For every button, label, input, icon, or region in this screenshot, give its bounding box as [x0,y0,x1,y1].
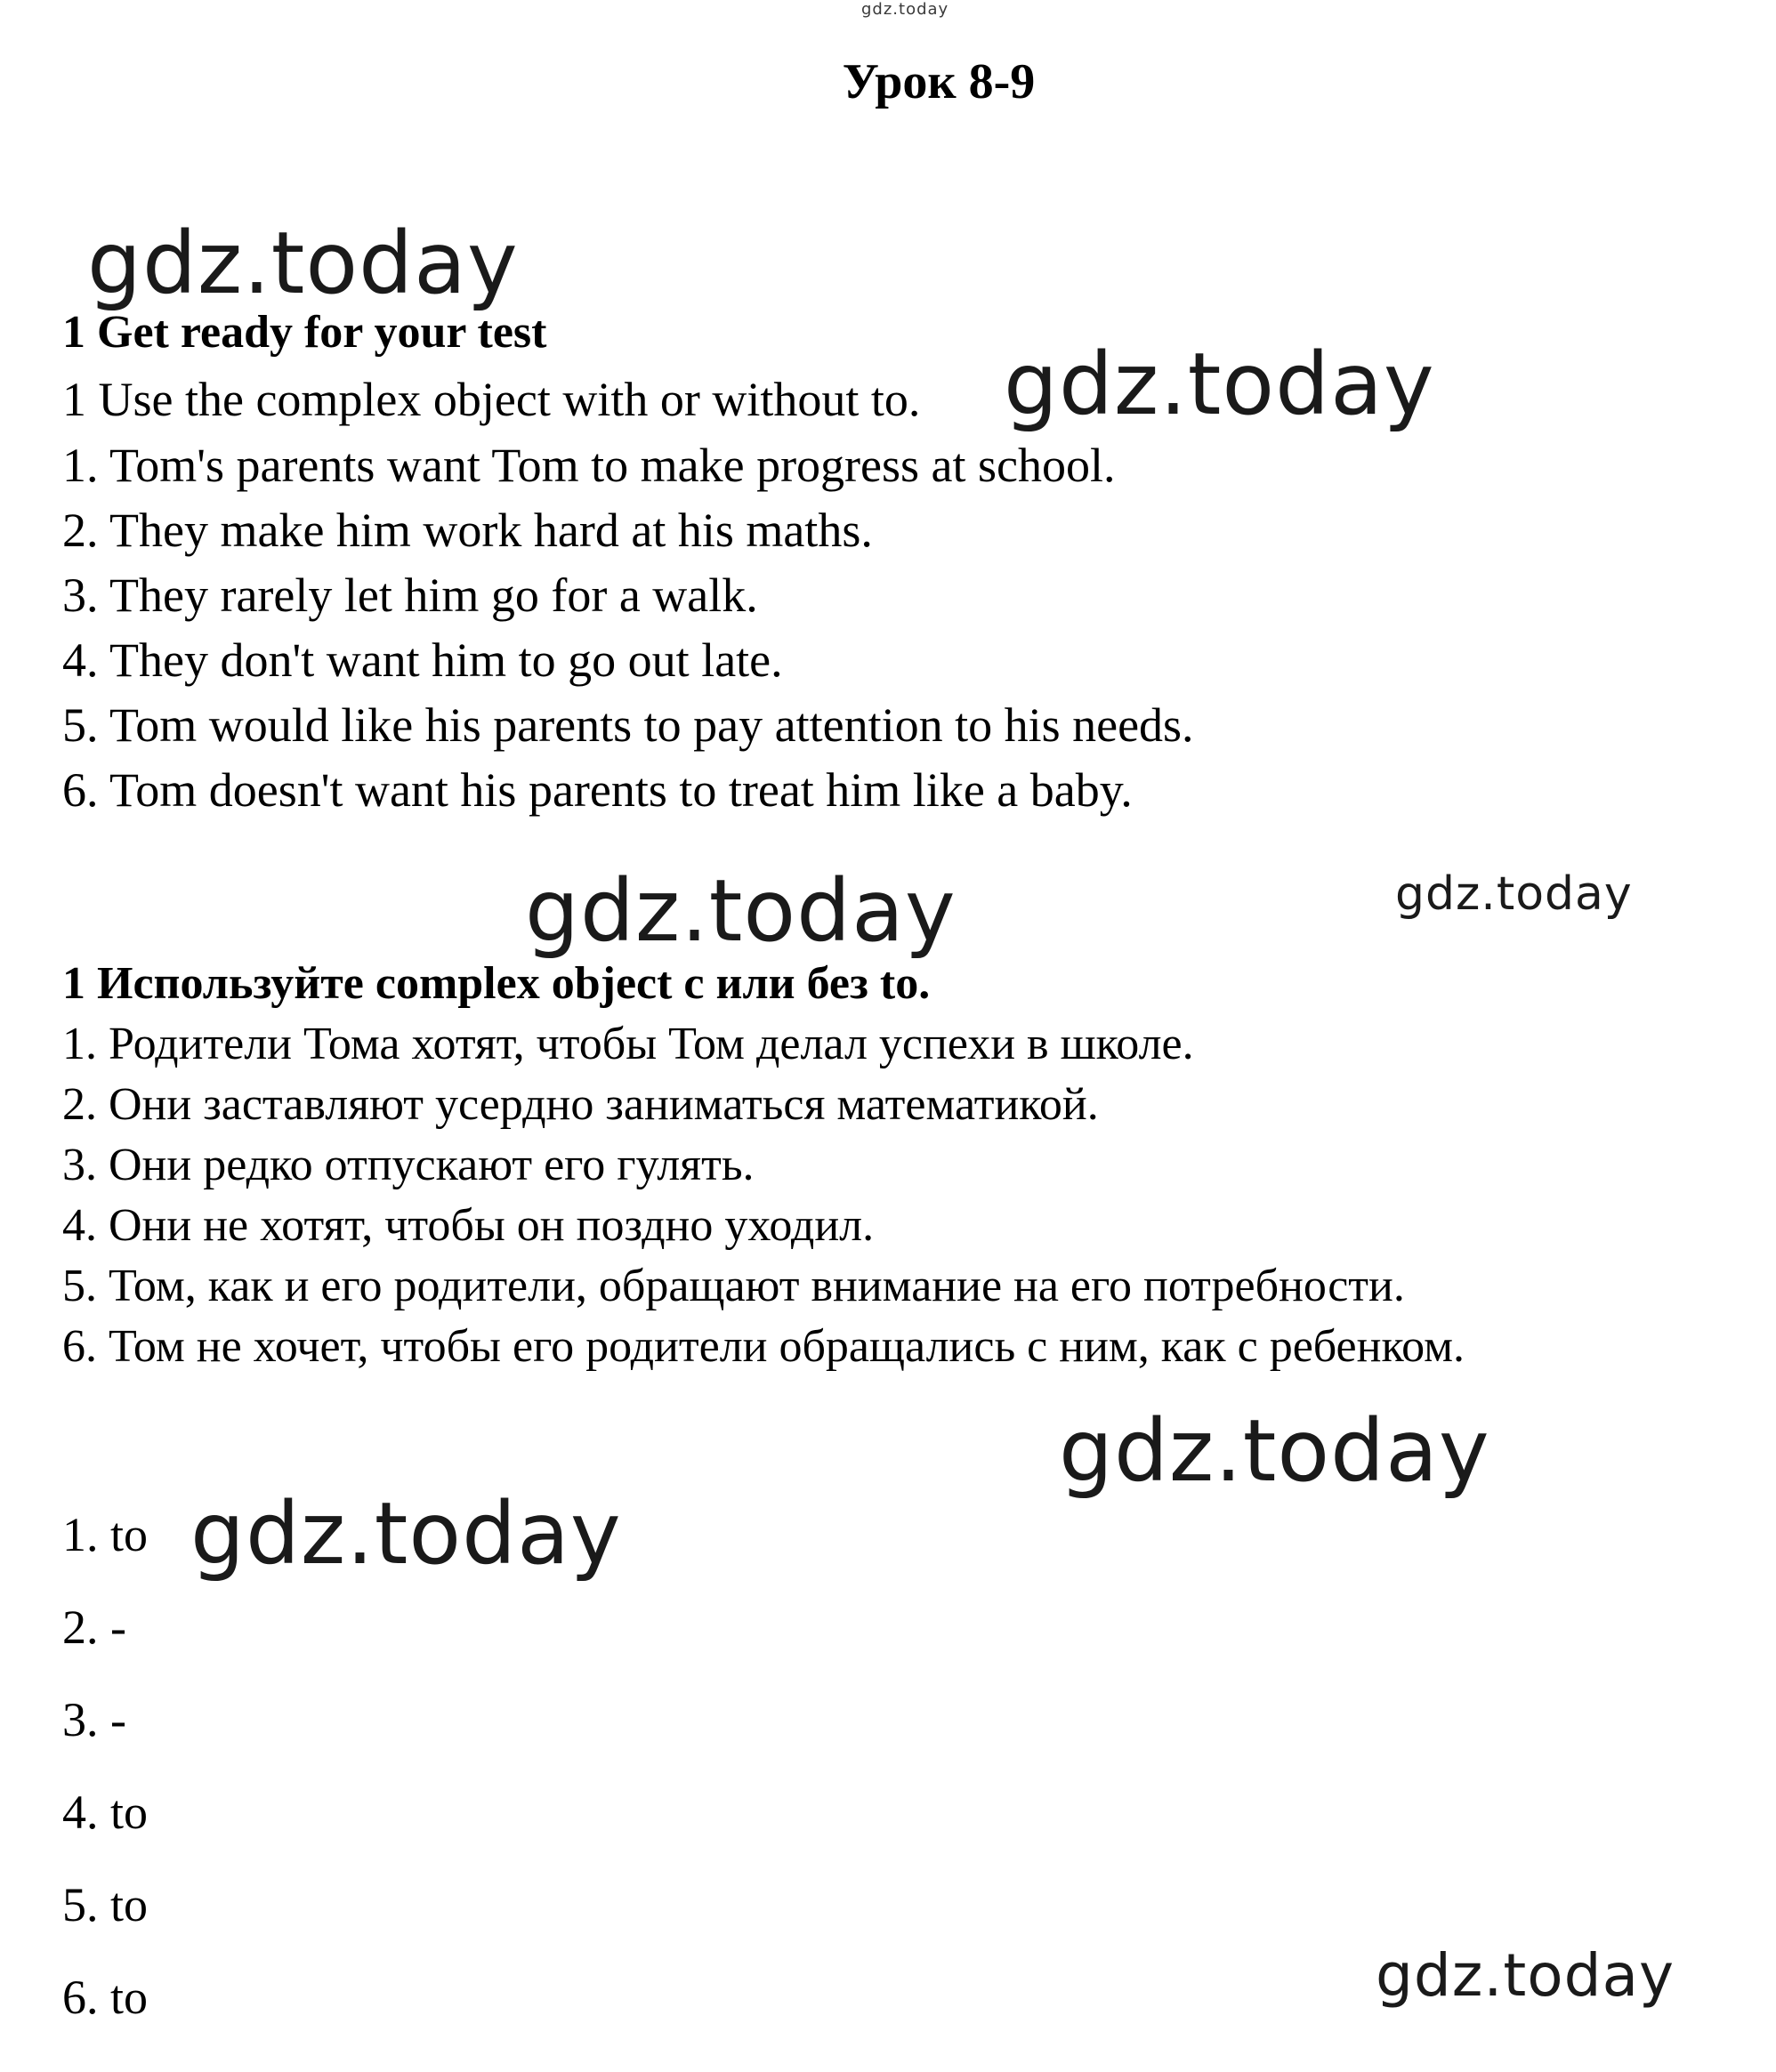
task-en-item-2: 2. They make him work hard at his maths. [62,504,873,557]
task-en-heading: 1 Get ready for your test [62,307,547,358]
answer-3: 3. - [62,1693,126,1746]
page-title: Урок 8-9 [842,54,1036,109]
task-ru-item-2: 2. Они заставляют усердно заниматься математикой. [62,1079,1099,1130]
task-en-instruction: 1 Use the complex object with or without to. [62,373,921,426]
task-en-item-1: 1. Tom's parents want Tom to make progress at school. [62,439,1116,492]
task-en-item-6: 6. Tom doesn't want his parents to treat him like a baby. [62,763,1133,817]
task-en-item-5: 5. Tom would like his parents to pay attention to his needs. [62,698,1194,752]
task-ru-item-3: 3. Они редко отпускают его гулять. [62,1140,755,1190]
watermark-5: gdz.today [1059,1401,1490,1501]
watermark-top: gdz.today [861,0,949,19]
watermark-2: gdz.today [1004,335,1435,434]
answer-5: 5. to [62,1878,149,1931]
task-en-item-3: 3. They rarely let him go for a walk. [62,568,758,622]
task-ru-item-5: 5. Том, как и его родители, обращают внимание на его потребности. [62,1261,1405,1311]
answer-4: 4. to [62,1786,149,1839]
task-ru-heading: 1 Используйте complex object с или без to. [62,958,931,1009]
answer-6: 6. to [62,1971,149,2024]
answer-2: 2. - [62,1600,126,1654]
watermark-1: gdz.today [87,214,519,313]
answer-1: 1. to [62,1508,149,1561]
watermark-4: gdz.today [1395,867,1633,921]
watermark-6: gdz.today [190,1484,622,1584]
task-en-item-4: 4. They don't want him to go out late. [62,633,783,687]
watermark-7: gdz.today [1376,1941,1675,2010]
watermark-3: gdz.today [525,861,957,961]
task-ru-item-1: 1. Родители Тома хотят, чтобы Том делал успехи в школе. [62,1019,1194,1069]
task-ru-item-6: 6. Том не хочет, чтобы его родители обращались с ним, как с ребенком. [62,1321,1465,1372]
task-ru-item-4: 4. Они не хотят, чтобы он поздно уходил. [62,1200,875,1251]
